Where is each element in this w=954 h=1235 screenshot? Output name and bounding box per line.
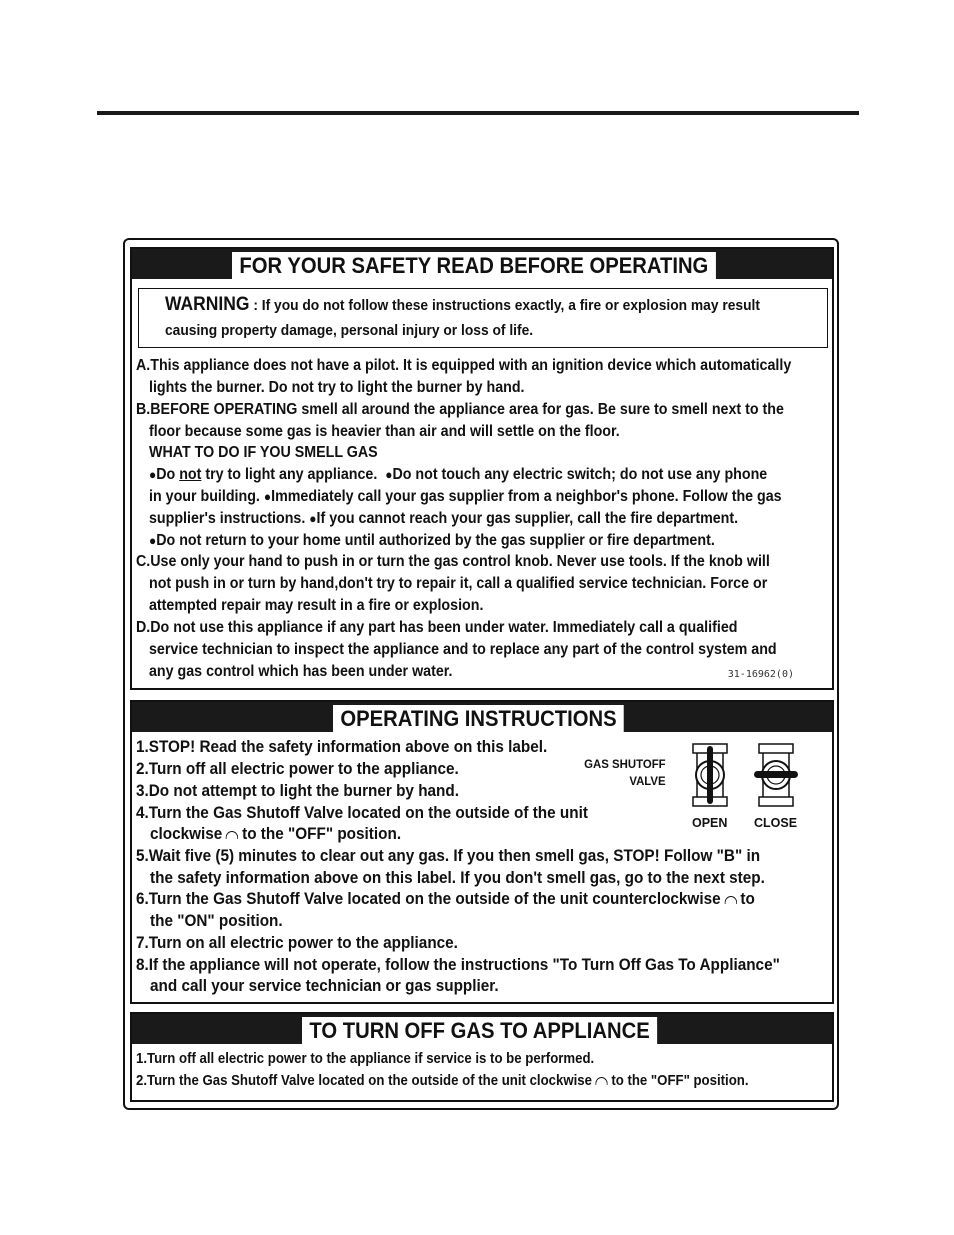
safety-header bbox=[132, 249, 832, 279]
operating-step-6b: the "ON" position. bbox=[150, 911, 283, 930]
clockwise-arrow-icon bbox=[595, 1077, 607, 1085]
operating-step-1: 1.STOP! Read the safety information above on this label. bbox=[136, 737, 548, 756]
operating-step-4: 4.Turn the Gas Shutoff Valve located on the outside of the unit bbox=[136, 803, 588, 822]
turnoff-header bbox=[132, 1014, 832, 1044]
safety-bullets-line-3: supplier's instructions. ●If you cannot reach your gas supplier, call the fire department. bbox=[149, 510, 739, 527]
valve-close-label: CLOSE bbox=[754, 816, 798, 830]
safety-line-d3: any gas control which has been under water. bbox=[149, 663, 453, 680]
bullet-icon: ● bbox=[385, 467, 393, 482]
warning-text-1: : If you do not follow these instructions exactly, a fire or explosion may result bbox=[253, 297, 760, 314]
operating-step-5b: the safety information above on this label. If you don't smell gas, go to the next step. bbox=[150, 868, 765, 887]
operating-step-6: 6.Turn the Gas Shutoff Valve located on the outside of the unit counterclockwise to bbox=[136, 889, 755, 908]
valve-open-label: OPEN bbox=[692, 816, 728, 830]
operating-step-5: 5.Wait five (5) minutes to clear out any gas. If you then smell gas, STOP! Follow "B" in bbox=[136, 846, 761, 865]
bullet-icon: ● bbox=[149, 467, 157, 482]
safety-line-c3: attempted repair may result in a fire or explosion. bbox=[149, 597, 484, 614]
bullet-icon: ● bbox=[149, 533, 157, 548]
operating-title: OPERATING INSTRUCTIONS bbox=[333, 705, 624, 733]
safety-line-c1: C.Use only your hand to push in or turn the gas control knob. Never use tools. If the knob will bbox=[136, 553, 770, 570]
operating-step-8b: and call your service technician or gas supplier. bbox=[150, 976, 499, 995]
operating-step-3: 3.Do not attempt to light the burner by hand. bbox=[136, 781, 460, 800]
safety-line-a2: lights the burner. Do not try to light the burner by hand. bbox=[149, 379, 525, 396]
warning-line-2: causing property damage, personal injury or loss of life. bbox=[165, 322, 534, 339]
gas-shutoff-valve-label: GAS SHUTOFF VALVE bbox=[584, 757, 666, 788]
operating-step-8: 8.If the appliance will not operate, follow the instructions "To Turn Off Gas To Appliance" bbox=[136, 955, 780, 974]
warning-word: WARNING bbox=[165, 294, 250, 315]
warning-line-1 bbox=[165, 294, 760, 316]
turnoff-step-2: 2.Turn the Gas Shutoff Valve located on the outside of the unit clockwise to the "OFF" position. bbox=[136, 1072, 749, 1089]
warning-box bbox=[138, 288, 828, 348]
safety-bullets-line-2: in your building. ●Immediately call your gas supplier from a neighbor's phone. Follow the gas bbox=[149, 488, 782, 505]
safety-line-a1: A.This appliance does not have a pilot. It is equipped with an ignition device which automatically bbox=[136, 357, 792, 374]
bullet-icon: ● bbox=[263, 489, 272, 504]
safety-bullets-line-1: ●Do not try to light any appliance. ●Do not touch any electric switch; do not use any phone bbox=[149, 466, 768, 483]
turnoff-step-1: 1.Turn off all electric power to the appliance if service is to be performed. bbox=[136, 1050, 595, 1067]
safety-line-c2: not push in or turn by hand,don't try to repair it, call a qualified service technician. Force or bbox=[149, 575, 768, 592]
operating-step-7: 7.Turn on all electric power to the appliance. bbox=[136, 933, 458, 952]
turnoff-title: TO TURN OFF GAS TO APPLIANCE bbox=[302, 1017, 657, 1045]
safety-line-d1: D.Do not use this appliance if any part has been under water. Immediately call a qualified bbox=[136, 619, 738, 636]
operating-section bbox=[130, 700, 834, 1004]
label-code: 31-16962(0) bbox=[727, 669, 794, 680]
smell-gas-heading: WHAT TO DO IF YOU SMELL GAS bbox=[149, 444, 378, 461]
valve-open-icon bbox=[688, 742, 732, 808]
operating-header bbox=[132, 702, 832, 732]
safety-line-b1: B.BEFORE OPERATING smell all around the appliance area for gas. Be sure to smell next to the bbox=[136, 401, 784, 418]
safety-line-b2: floor because some gas is heavier than air and will settle on the floor. bbox=[149, 423, 620, 440]
counterclockwise-arrow-icon bbox=[724, 896, 737, 904]
safety-title: FOR YOUR SAFETY READ BEFORE OPERATING bbox=[232, 252, 716, 280]
safety-bullets-line-4: ●Do not return to your home until authorized by the gas supplier or fire department. bbox=[149, 532, 715, 549]
turnoff-section bbox=[130, 1012, 834, 1102]
safety-section bbox=[130, 247, 834, 690]
bullet-icon: ● bbox=[309, 511, 317, 526]
valve-close-icon bbox=[754, 742, 798, 808]
top-rule bbox=[97, 111, 859, 115]
safety-line-d2: service technician to inspect the appliance and to replace any part of the control system and bbox=[149, 641, 777, 658]
clockwise-arrow-icon bbox=[226, 831, 239, 839]
operating-step-4b: clockwise to the "OFF" position. bbox=[150, 824, 402, 843]
operating-step-2: 2.Turn off all electric power to the appliance. bbox=[136, 759, 459, 778]
